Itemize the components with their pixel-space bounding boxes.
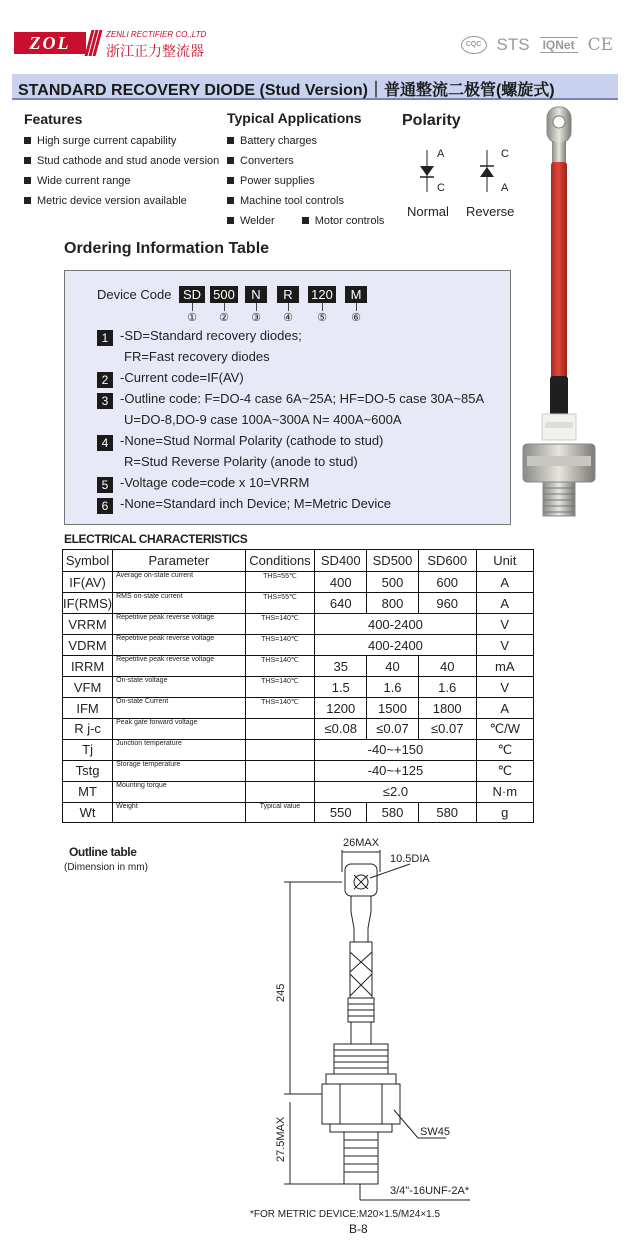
normal-anode-label: A — [437, 148, 445, 160]
condition-cell: THS=140℃ — [245, 677, 315, 698]
position-number: ⑤ — [317, 312, 327, 324]
value-cell: ≤0.07 — [418, 719, 476, 740]
value-cell: 1800 — [418, 698, 476, 719]
features-heading: Features — [24, 111, 83, 127]
reverse-cathode-label: C — [501, 148, 509, 160]
unit-cell: ℃/W — [476, 719, 533, 740]
unit-cell: V — [476, 614, 533, 635]
position-number: ④ — [283, 312, 293, 324]
unit-cell: g — [476, 802, 533, 823]
note-number: 3 — [97, 393, 113, 409]
logo-stripes — [88, 30, 102, 56]
value-cell: 580 — [367, 802, 419, 823]
application-item: Battery charges — [227, 131, 344, 151]
normal-cathode-label: C — [437, 182, 445, 194]
application-item: Converters — [227, 151, 344, 171]
symbol-cell: VDRM — [63, 635, 113, 656]
value-cell: 40 — [367, 656, 419, 677]
electrical-table — [62, 549, 534, 823]
value-cell: ≤0.07 — [367, 719, 419, 740]
parameter-cell: Repetitive peak reverse voltage — [113, 635, 245, 656]
note-number: 6 — [97, 498, 113, 514]
code-connector — [256, 303, 257, 311]
value-cell: ≤0.08 — [315, 719, 367, 740]
unit-cell: mA — [476, 656, 533, 677]
table-row — [63, 656, 534, 677]
dim-length: 245 — [275, 983, 287, 1002]
condition-cell: THS=140℃ — [245, 614, 315, 635]
symbol-cell: IFM — [63, 698, 113, 719]
value-cell: 600 — [418, 572, 476, 593]
value-cell: 960 — [418, 593, 476, 614]
ordering-note: -Outline code: F=DO-4 case 6A~25A; HF=DO-5 case 30A~85A — [120, 391, 485, 406]
value-cell: 550 — [315, 802, 367, 823]
condition-cell: THS=55℃ — [245, 572, 315, 593]
value-cell: 1200 — [315, 698, 367, 719]
application-item: Welder — [227, 215, 275, 227]
parameter-cell: Peak gate forward voltage — [113, 719, 245, 740]
symbol-cell: MT — [63, 781, 113, 802]
value-cell: ≤2.0 — [315, 781, 476, 802]
ordering-note: R=Stud Reverse Polarity (anode to stud) — [124, 454, 358, 469]
symbol-cell: Wt — [63, 802, 113, 823]
dim-top-width: 26MAX — [343, 837, 380, 849]
column-header: SD600 — [418, 550, 476, 572]
cqc-cert-icon: CQC — [461, 36, 487, 54]
application-item: Motor controls — [302, 215, 385, 227]
table-row — [63, 698, 534, 719]
polarity-heading: Polarity — [402, 112, 461, 129]
page-header — [0, 28, 631, 64]
ordering-note: -None=Stud Normal Polarity (cathode to stud) — [120, 433, 384, 448]
column-header: Symbol — [63, 550, 113, 572]
table-row — [63, 635, 534, 656]
reverse-anode-label: A — [501, 182, 509, 194]
applications-last-row — [227, 215, 384, 227]
condition-cell — [245, 781, 315, 802]
value-cell: 500 — [367, 572, 419, 593]
parameter-cell: Storage temperature — [113, 760, 245, 781]
parameter-cell: Repetitive peak reverse voltage — [113, 656, 245, 677]
unit-cell: A — [476, 593, 533, 614]
ordering-note: -SD=Standard recovery diodes; — [120, 328, 302, 343]
unit-cell: A — [476, 572, 533, 593]
code-box: R — [277, 286, 299, 303]
outline-heading: Outline table — [69, 845, 137, 859]
symbol-cell: IF(AV) — [63, 572, 113, 593]
value-cell: 1.6 — [367, 677, 419, 698]
table-row — [63, 719, 534, 740]
code-box: SD — [179, 286, 205, 303]
value-cell: 400-2400 — [315, 614, 476, 635]
outline-subheading: (Dimension in mm) — [64, 862, 148, 873]
ordering-box — [64, 270, 511, 525]
application-item: Machine tool controls — [227, 191, 344, 211]
value-cell: 400-2400 — [315, 635, 476, 656]
reverse-caption: Reverse — [466, 204, 515, 219]
metric-footnote: *FOR METRIC DEVICE:M20×1.5/M24×1.5 — [250, 1209, 441, 1220]
unit-cell: ℃ — [476, 760, 533, 781]
symbol-cell: R j-c — [63, 719, 113, 740]
symbol-cell: Tj — [63, 739, 113, 760]
dim-hole: 10.5DIA — [390, 853, 430, 865]
condition-cell: THS=140℃ — [245, 656, 315, 677]
position-number: ① — [187, 312, 197, 324]
page-title: STANDARD RECOVERY DIODE (Stud Version)｜普通整流二极管(螺旋式) — [18, 82, 555, 99]
value-cell: 640 — [315, 593, 367, 614]
value-cell: 1.5 — [315, 677, 367, 698]
condition-cell: Typical value — [245, 802, 315, 823]
unit-cell: V — [476, 677, 533, 698]
ordering-note: U=DO-8,DO-9 case 100A~300A N= 400A~600A — [124, 412, 402, 427]
parameter-cell: Junction temperature — [113, 739, 245, 760]
unit-cell: ℃ — [476, 739, 533, 760]
code-box: 500 — [210, 286, 238, 303]
outline-drawing — [250, 832, 510, 1212]
page-number: B-8 — [349, 1222, 368, 1236]
table-header-row — [63, 550, 534, 572]
code-box: 120 — [308, 286, 336, 303]
ordering-note: -Current code=IF(AV) — [120, 370, 244, 385]
electrical-heading: ELECTRICAL CHARACTERISTICS — [64, 532, 248, 546]
dim-stud: 27.5MAX — [275, 1116, 287, 1162]
feature-item: Stud cathode and stud anode version — [24, 151, 219, 171]
title-bar — [12, 74, 618, 100]
features-list — [24, 131, 219, 211]
code-connector — [322, 303, 323, 311]
feature-item: Metric device version available — [24, 191, 219, 211]
symbol-cell: IF(RMS) — [63, 593, 113, 614]
code-box: N — [245, 286, 267, 303]
condition-cell — [245, 760, 315, 781]
code-connector — [224, 303, 225, 311]
reverse-diode-icon — [480, 150, 494, 192]
table-row — [63, 593, 534, 614]
unit-cell: A — [476, 698, 533, 719]
note-number: 1 — [97, 330, 113, 346]
applications-list — [227, 131, 344, 211]
column-header: Parameter — [113, 550, 245, 572]
column-header: Conditions — [245, 550, 315, 572]
normal-caption: Normal — [407, 204, 449, 219]
applications-heading: Typical Applications — [227, 110, 362, 126]
device-code-label: Device Code — [97, 287, 172, 302]
symbol-cell: Tstg — [63, 760, 113, 781]
code-connector — [356, 303, 357, 311]
company-name-cn: 浙江正力整流器 — [106, 44, 204, 60]
column-header: Unit — [476, 550, 533, 572]
diode-product-photo — [515, 104, 615, 524]
application-item: Power supplies — [227, 171, 344, 191]
condition-cell: THS=55℃ — [245, 593, 315, 614]
parameter-cell: On-state voltage — [113, 677, 245, 698]
symbol-cell: VFM — [63, 677, 113, 698]
table-row — [63, 677, 534, 698]
feature-item: Wide current range — [24, 171, 219, 191]
table-row — [63, 781, 534, 802]
position-number: ② — [219, 312, 229, 324]
dim-thread: 3/4"-16UNF-2A* — [390, 1185, 470, 1197]
condition-cell — [245, 739, 315, 760]
ordering-heading: Ordering Information Table — [64, 240, 270, 257]
parameter-cell: RMS on-state current — [113, 593, 245, 614]
note-number: 5 — [97, 477, 113, 493]
note-number: 4 — [97, 435, 113, 451]
company-logo: ZOL — [14, 32, 86, 54]
condition-cell — [245, 719, 315, 740]
column-header: SD400 — [315, 550, 367, 572]
dim-hex: SW45 — [420, 1126, 450, 1138]
iqnet-cert-icon: IQNet — [540, 37, 578, 53]
code-box: M — [345, 286, 367, 303]
value-cell: 1500 — [367, 698, 419, 719]
cert-logos — [461, 34, 614, 56]
value-cell: 40 — [418, 656, 476, 677]
symbol-cell: IRRM — [63, 656, 113, 677]
value-cell: 580 — [418, 802, 476, 823]
parameter-cell: Repetitive peak reverse voltage — [113, 614, 245, 635]
sts-cert-icon: STS — [496, 35, 530, 54]
table-row — [63, 760, 534, 781]
position-number: ⑥ — [351, 312, 361, 324]
unit-cell: N·m — [476, 781, 533, 802]
value-cell: -40~+150 — [315, 739, 476, 760]
value-cell: 1.6 — [418, 677, 476, 698]
ordering-note: -Voltage code=code x 10=VRRM — [120, 475, 310, 490]
code-connector — [192, 303, 193, 311]
condition-cell: THS=140℃ — [245, 698, 315, 719]
ce-cert-icon: CE — [587, 35, 613, 55]
value-cell: -40~+125 — [315, 760, 476, 781]
note-number: 2 — [97, 372, 113, 388]
parameter-cell: Weight — [113, 802, 245, 823]
parameter-cell: Mounting torque — [113, 781, 245, 802]
table-row — [63, 614, 534, 635]
ordering-note: FR=Fast recovery diodes — [124, 349, 270, 364]
value-cell: 400 — [315, 572, 367, 593]
table-row — [63, 739, 534, 760]
code-connector — [288, 303, 289, 311]
position-number: ③ — [251, 312, 261, 324]
unit-cell: V — [476, 635, 533, 656]
table-row — [63, 572, 534, 593]
symbol-cell: VRRM — [63, 614, 113, 635]
column-header: SD500 — [367, 550, 419, 572]
normal-diode-icon — [420, 150, 434, 192]
value-cell: 800 — [367, 593, 419, 614]
table-row — [63, 802, 534, 823]
parameter-cell: On-state Current — [113, 698, 245, 719]
condition-cell: THS=140℃ — [245, 635, 315, 656]
ordering-note: -None=Standard inch Device; M=Metric Device — [120, 496, 391, 511]
company-name-en: ZENLI RECTIFIER CO.,LTD — [106, 30, 207, 39]
parameter-cell: Average on-state current — [113, 572, 245, 593]
feature-item: High surge current capability — [24, 131, 219, 151]
value-cell: 35 — [315, 656, 367, 677]
